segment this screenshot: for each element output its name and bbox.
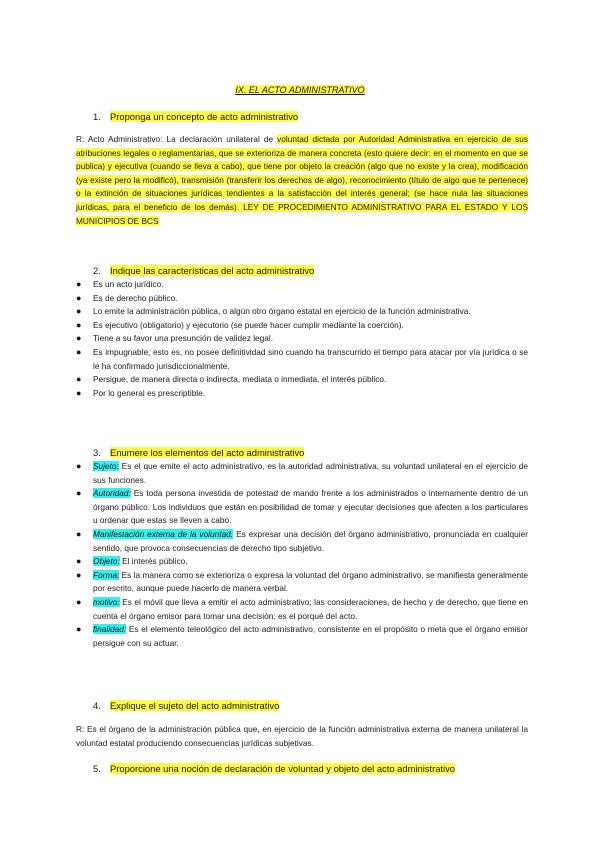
list-item: ● Tiene a su favor una presunción de validez legal. [76, 333, 274, 344]
list-item: ● Es de derecho público. [76, 292, 178, 303]
question-4: 4. Explique el sujeto del acto administrativo [93, 700, 280, 711]
document-title: IX. EL ACTO ADMINISTRATIVO [235, 85, 365, 95]
answer-4: R: Es el órgano de la administración pública que, en ejercicio de la función administrativa externa de manera unilateral la voluntad estatal produciendo consecuencias jurídicas subjetivas. [76, 724, 528, 748]
list-item: ● Sujeto: Es el que emite el acto administrativo, es la autoridad administrativa, su voluntad unilateral en el ejercicio de sus funciones. [76, 461, 528, 485]
question-3: 3. Enumere los elementos del acto administrativo [93, 447, 305, 458]
list-item: ● Lo emite la administración pública, o algún otro órgano estatal en ejercicio de la función administrativa. [76, 306, 471, 317]
list-item: ● Es ejecutivo (obligatorio) y ejecutorio (se puede hacer cumplir mediante la coerción). [76, 319, 404, 330]
list-item: ● Persigue, de manera directa o indirecta, mediata o inmediata, el interés público. [76, 374, 387, 385]
list-item: ● Objeto: El interés público. [76, 556, 188, 567]
answer-1: R: Acto Administrativo: La declaración unilateral de voluntad dictada por Autoridad Administrativa en ejercicio de sus atribuciones legales o reglamentarias, que se exterioriza de manera concreta (esto quiere decir: en el momento en que se publica) y ejecutiva (cuando se lleva a cabo), que tiene por objeto la creación (algo que no existe y la crea), modificación (ya existe pero la modificó), transmisión (transferir los derechos de algo), reconocimiento (título de algo que te pertenece) o la extinción de situaciones jurídicas tendientes a la satisfacción del interés general; (se hace nula las situaciones jurídicas, para el beneficio de los demás). LEY DE PROCEDIMIENTO ADMINISTRATIVO PARA EL ESTADO Y LOS MUNICIPIOS DE BCS [76, 134, 529, 226]
list-item: ● Autoridad: Es toda persona investida de potestad de mando frente a los administrados o internamente dentro de un órgano público. Los individuos que están en posibilidad de tomar y ejecutar decisiones que afecten a los particulares u ordenar que estas se lleven a cabo. [76, 488, 528, 526]
list-item: ● Es un acto jurídico. [76, 279, 164, 289]
question-5: 5. Proporcione una noción de declaración de voluntad y objeto del acto administrativo [93, 763, 456, 774]
characteristics-list [76, 278, 528, 400]
list-item: ● Es impugnable, esto es, no posee definitividad sino cuando ha transcurrido el tiempo para atacar por vía jurídica o se le ha confirmado jurisdiccionalmente. [76, 346, 528, 371]
list-item: ● Manifestación externa de la voluntad. Es expresar una decisión del órgano administrativo, pronunciada en cualquier sentido, que provoca consecuencias de derecho tipo subjetivo. [76, 528, 528, 553]
question-2: 2. Indique las características del acto administrativo [93, 265, 315, 276]
elements-list [76, 460, 528, 650]
list-item: ● Forma: Es la manera como se exterioriza o expresa la voluntad del órgano administrativo, se manifiesta generalmente por escrito, aunque puede hacerlo de manera verbal. [76, 569, 528, 594]
list-item: ● finalidad: Es el elemento teleológico del acto administrativo, consistente en el propósito o meta que el órgano emisor persigue con su actuar. [76, 624, 528, 648]
list-item: ● Por lo general es prescriptible. [76, 387, 206, 398]
list-item: ● motivo: Es el móvil que lleva a emitir el acto administrativo; las consideraciones, de hecho y de derecho, que tiene en cuenta el órgano emisor para tomar una decisión: es el porqué del acto. [76, 596, 528, 621]
question-1: 1. Proponga un concepto de acto administrativo [93, 111, 299, 122]
